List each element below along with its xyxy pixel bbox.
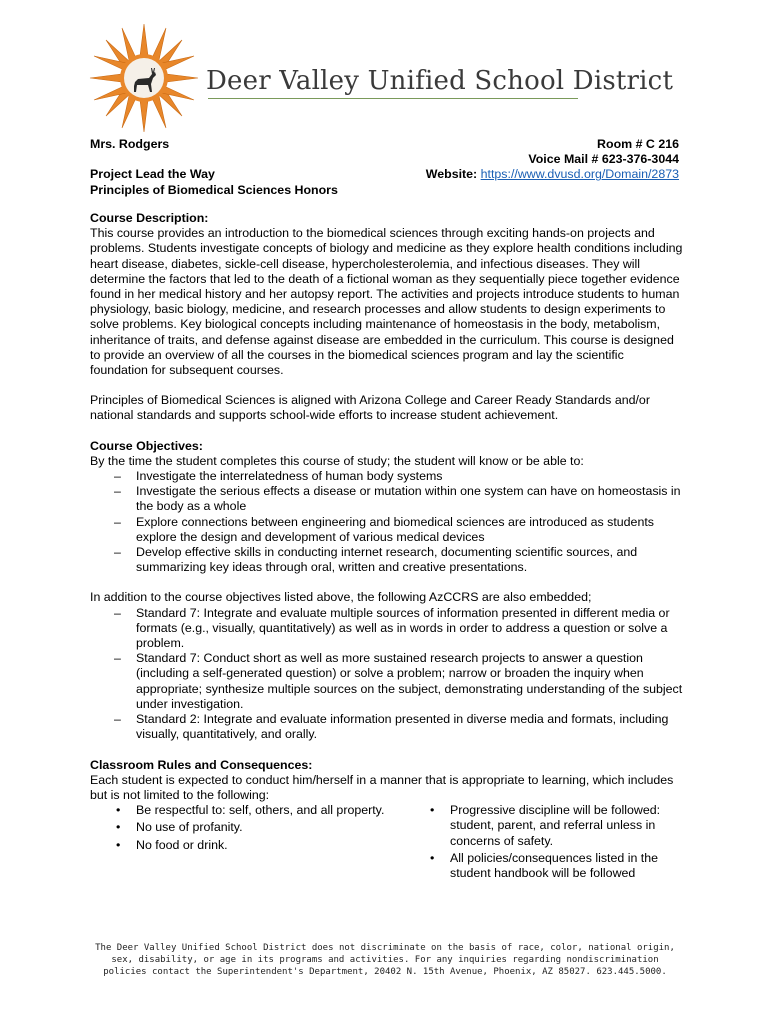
classroom-rules-heading: Classroom Rules and Consequences: xyxy=(90,757,313,772)
objectives-list xyxy=(90,469,684,575)
header-right xyxy=(349,137,679,183)
teacher-name: Mrs. Rodgers xyxy=(90,137,170,151)
list-item: • No food or drink. xyxy=(90,838,387,853)
website-link[interactable]: https://www.dvusd.org/Domain/2873 xyxy=(480,167,679,182)
list-item: • No use of profanity. xyxy=(90,820,387,835)
rules-left-column xyxy=(90,803,387,883)
course-description-heading: Course Description: xyxy=(90,211,209,225)
course-title: Principles of Biomedical Sciences Honors xyxy=(90,182,338,197)
course-objectives-heading: Course Objectives: xyxy=(90,438,203,453)
list-item: – Standard 7: Conduct short as well as more sustained research projects to answer a question (including a self-generated question) or solve a problem; narrow or broaden the inquiry when appropriate; synthesize multiple sources on the subject, demonstrating understanding of the subject under investigation. xyxy=(90,651,684,712)
alignment-text: Principles of Biomedical Sciences is aligned with Arizona College and Career Ready Standards and/or national standards and supports school-wide efforts to increase student achievement. xyxy=(90,393,650,423)
list-item: • All policies/consequences listed in the student handbook will be followed xyxy=(387,851,684,881)
district-logo xyxy=(88,22,674,134)
nondiscrimination-footer: The Deer Valley Unified School District does not discriminate on the basis of race, color, national origin, sex, disability, or age in its programs and activities. For any inquiries regarding nondiscrimination policies contact the Superintendent's Department, 20402 N. 15th Avenue, Phoenix, AZ 85027. 623.445.5000. xyxy=(95,943,675,977)
list-item: – Investigate the interrelatedness of human body systems xyxy=(90,469,684,484)
website-label: Website: xyxy=(425,167,478,182)
main-content xyxy=(90,211,684,883)
rules-right-column xyxy=(387,803,684,883)
district-name: Deer Valley Unified School District xyxy=(206,66,674,96)
list-item: – Standard 7: Integrate and evaluate multiple sources of information presented in different media or formats (e.g., visually, quantitatively) as well as in words in order to address a question or solve a problem. xyxy=(90,606,684,652)
course-description-text: This course provides an introduction to the biomedical sciences through exciting hands-on projects and problems. Students investigate concepts of biology and medicine as they explore health conditions including heart disease, diabetes, sickle-cell disease, hypercholesterolemia, and infectious diseases. They will determine the factors that led to the death of a fictional woman as they sequentially piece together evidence found in her medical history and her autopsy report. The activities and projects introduce students to human physiology, basic biology, medicine, and research processes and allow students to design experiments to solve problems. Key biological concepts including maintenance of homeostasis in the body, metabolism, inheritance of traits, and defense against disease are embedded in the curriculum. This course is designed to provide an overview of all the courses in the biomedical sciences program and lay the scientific foundation for subsequent courses. xyxy=(90,226,683,378)
list-item: – Develop effective skills in conducting internet research, documenting scientific sources, and summarizing key ideas through oral, written and creative presentations. xyxy=(90,545,684,575)
website-line xyxy=(349,167,679,182)
azccrs-list xyxy=(90,606,684,743)
list-item: – Standard 2: Integrate and evaluate information presented in diverse media and formats, including visually, quantitatively, and orally. xyxy=(90,712,684,742)
sun-deer-logo-icon xyxy=(88,22,200,134)
course-objectives-intro: By the time the student completes this course of study; the student will know or be able to: xyxy=(90,453,584,468)
list-item: – Explore connections between engineering and biomedical sciences are introduced as students explore the design and development of various medical devices xyxy=(90,515,684,545)
classroom-rules-intro: Each student is expected to conduct him/herself in a manner that is appropriate to learning, which includes but is not limited to the following: xyxy=(90,772,674,802)
list-item: • Be respectful to: self, others, and all property. xyxy=(90,803,387,818)
room-number: Room # C 216 xyxy=(597,137,679,151)
rules-columns xyxy=(90,803,684,883)
list-item: – Investigate the serious effects a disease or mutation within one system can have on homeostasis in the body as a whole xyxy=(90,484,684,514)
list-item: • Progressive discipline will be followed: student, parent, and referral unless in concerns of safety. xyxy=(387,803,684,849)
azccrs-intro: In addition to the course objectives listed above, the following AzCCRS are also embedded; xyxy=(90,590,592,605)
divider xyxy=(208,98,578,99)
course-program: Project Lead the Way xyxy=(90,167,215,182)
voicemail: Voice Mail # 623-376-3044 xyxy=(528,152,679,167)
